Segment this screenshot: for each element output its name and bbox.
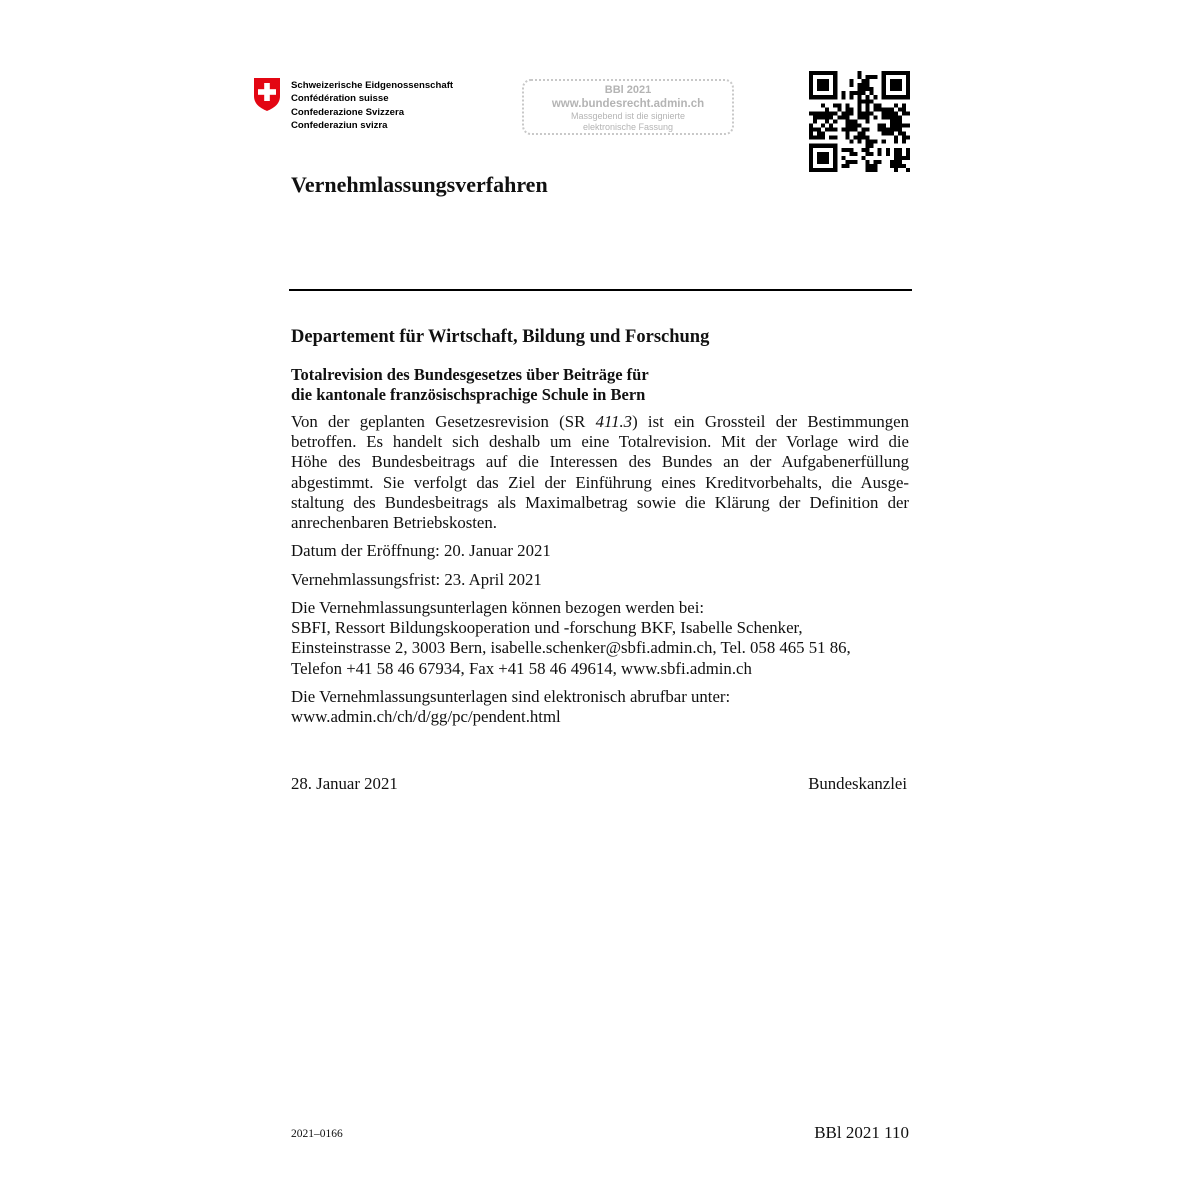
signing-date: 28. Januar 2021 xyxy=(291,774,398,793)
subject-line-1: Totalrevision des Bundesgesetzes über Beiträge für xyxy=(291,365,649,384)
confederation-name-de: Schweizerische Eidgenossenschaft xyxy=(291,80,454,91)
horizontal-rule xyxy=(289,289,912,291)
contact-paragraph xyxy=(291,598,909,679)
confederation-names xyxy=(291,79,453,133)
confederation-name-it: Confederazione Svizzera xyxy=(291,106,405,118)
consultation-deadline xyxy=(291,570,909,590)
qr-code-icon xyxy=(809,71,910,172)
department-heading: Departement für Wirtschaft, Bildung und Forschung xyxy=(291,327,710,347)
contact-line-3: Einsteinstrasse 2, 3003 Bern, isabelle.schenker@sbfi.admin.ch, Tel. 058 465 51 86, xyxy=(291,638,851,658)
stamp-note-2: elektronische Fassung xyxy=(582,122,674,132)
swiss-cross-icon xyxy=(252,76,282,112)
description-line-3: Höhe des Bundesbeitrags auf die Interessen des Bundes an der Aufgabenerfüllung xyxy=(291,452,909,472)
issuer: Bundeskanzlei xyxy=(808,774,907,793)
description-line-5: staltung des Bundesbeitrags als Maximalbetrag sowie die Klärung der Definition der xyxy=(291,492,909,512)
subject-heading xyxy=(291,365,911,405)
deadline-text: Vernehmlassungsfrist: 23. April 2021 xyxy=(291,570,542,589)
contact-line-2: SBFI, Ressort Bildungskooperation und -forschung BKF, Isabelle Schenker, xyxy=(291,618,803,638)
online-line-1: Die Vernehmlassungsunterlagen sind elektronisch abrufbar unter: xyxy=(291,687,731,706)
description-paragraph xyxy=(291,412,909,533)
stamp-note-1: Massgebend ist die signierte xyxy=(570,111,686,121)
stamp-url[interactable]: www.bundesrecht.admin.ch xyxy=(551,98,705,110)
subject-line-2: die kantonale französischsprachige Schule in Bern xyxy=(291,385,646,404)
opening-date-text: Datum der Eröffnung: 20. Januar 2021 xyxy=(291,541,551,560)
document-title: Vernehmlassungsverfahren xyxy=(291,172,548,197)
bbl-reference: BBl 2021 110 xyxy=(814,1123,909,1142)
description-line-6: anrechenbaren Betriebskosten. xyxy=(291,513,497,533)
description-line-1: Von der geplanten Gesetzesrevision (SR 411.3) ist ein Grossteil der Bestimmungen xyxy=(291,412,910,431)
sr-number: 411.3 xyxy=(595,412,633,431)
contact-line-4: Telefon +41 58 46 67934, Fax +41 58 46 49614, www.sbfi.admin.ch xyxy=(291,658,752,678)
description-line-4: abgestimmt. Sie verfolgt das Ziel der Einführung eines Kreditvorbehalts, die Ausge- xyxy=(291,472,909,492)
opening-date xyxy=(291,541,909,561)
signature-stamp xyxy=(522,79,734,135)
online-link[interactable]: www.admin.ch/ch/d/gg/pc/pendent.html xyxy=(291,707,561,727)
description-line-2: betroffen. Es handelt sich deshalb um eine Totalrevision. Mit der Vorlage wird die xyxy=(291,432,909,452)
contact-line-1: Die Vernehmlassungsunterlagen können bezogen werden bei: xyxy=(291,598,705,617)
online-paragraph xyxy=(291,687,909,727)
confederation-name-rm: Confederaziun svizra xyxy=(291,120,388,132)
stamp-bbl: BBl 2021 xyxy=(604,84,652,96)
document-number: 2021–0166 xyxy=(291,1128,343,1140)
confederation-name-fr: Confédération suisse xyxy=(291,93,389,105)
